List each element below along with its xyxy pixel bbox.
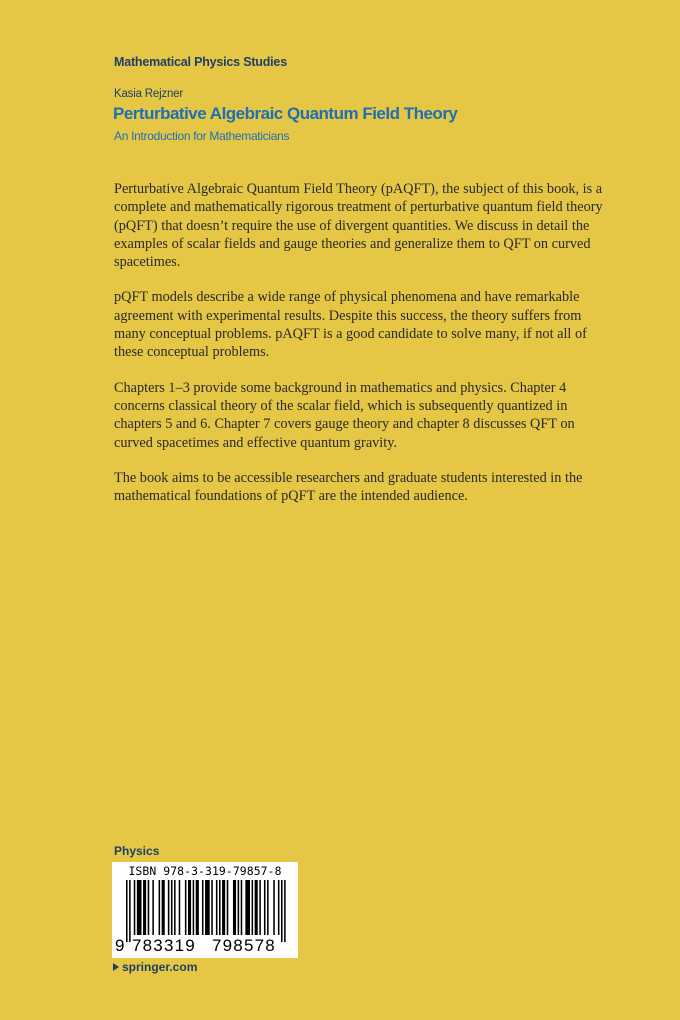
barcode-bar xyxy=(252,880,254,935)
barcode-bar xyxy=(281,880,283,942)
subject-label: Physics xyxy=(114,844,160,858)
barcode-box xyxy=(112,862,298,958)
barcode-bar xyxy=(148,880,150,935)
blurb-paragraph-1: Perturbative Algebraic Quantum Field Theory (pAQFT), the subject of this book, is a complete and mathematically rigorous treatment of perturbative quantum field theory (pQFT) that doesn’t require the use of divergent quantities. We discuss in detail the examples of scalar fields and gauge theories and generalize them to QFT on curved spacetimes. xyxy=(114,181,603,271)
blurb xyxy=(114,180,614,522)
barcode-bar xyxy=(264,880,266,935)
ean-first-digit: 9 xyxy=(115,936,125,955)
barcode-bar xyxy=(152,880,154,935)
barcode-bar xyxy=(245,880,250,935)
book-subtitle: An Introduction for Mathematicians xyxy=(114,129,290,143)
barcode-bar xyxy=(126,880,128,942)
barcode-bar xyxy=(216,880,218,935)
barcode-bar xyxy=(273,880,275,935)
publisher-website: springer.com xyxy=(122,960,198,974)
barcode-bar xyxy=(284,880,286,942)
blurb-paragraph-3: Chapters 1–3 provide some background in mathematics and physics. Chapter 4 concerns classical theory of the scalar field, which is subsequently quantized in chapters 5 and 6. Chapter 7 covers gauge theory and chapter 8 discusses QFT on curved spacetimes and effective quantum gravity. xyxy=(114,379,575,451)
barcode-bar xyxy=(222,880,225,935)
barcode-bar xyxy=(255,880,258,935)
barcode-bar xyxy=(179,880,181,935)
barcode-bar xyxy=(162,880,165,935)
right-triangle-icon xyxy=(113,963,119,971)
barcode-bar xyxy=(202,880,204,935)
barcode-bar xyxy=(185,880,187,935)
barcode-bar xyxy=(193,880,195,935)
barcode-bar xyxy=(219,880,221,935)
barcode-icon xyxy=(122,880,288,942)
blurb-paragraph-2: pQFT models describe a wide range of physical phenomena and have remarkable agreement with experimental results. Despite this success, the theory suffers from many conceptual problems. pAQFT is a good candidate to solve many, if not all of these conceptual problems. xyxy=(114,289,587,361)
isbn-text: ISBN 978-3-319-79857-8 xyxy=(128,864,282,878)
barcode-bar xyxy=(143,880,146,935)
barcode-bar xyxy=(171,880,173,935)
barcode-bar xyxy=(174,880,176,935)
barcode-bar xyxy=(211,880,213,935)
barcode-bar xyxy=(259,880,261,935)
barcode-bar xyxy=(267,880,269,935)
author-name: Kasia Rejzner xyxy=(114,88,183,100)
barcode-bar xyxy=(205,880,210,935)
barcode-bar xyxy=(188,880,191,935)
series-name: Mathematical Physics Studies xyxy=(114,55,287,69)
barcode-bar xyxy=(278,880,280,935)
barcode-bar xyxy=(168,880,170,935)
barcode-bar xyxy=(238,880,240,935)
blurb-paragraph-4: The book aims to be accessible researchers and graduate students interested in the mathematical foundations of pQFT are the intended audience. xyxy=(114,469,583,505)
book-title: Perturbative Algebraic Quantum Field Theory xyxy=(113,104,458,123)
barcode-bar xyxy=(159,880,161,935)
barcode-bar xyxy=(241,880,243,935)
barcode-bar xyxy=(227,880,229,935)
barcode-bar xyxy=(196,880,199,935)
barcode-bar xyxy=(134,880,136,935)
barcode-bar xyxy=(233,880,236,935)
barcode-bar xyxy=(137,880,142,935)
publisher-link[interactable] xyxy=(113,960,197,974)
ean-right-group: 798578 xyxy=(212,936,276,955)
ean-left-group: 783319 xyxy=(132,936,196,955)
barcode-bar xyxy=(129,880,131,942)
